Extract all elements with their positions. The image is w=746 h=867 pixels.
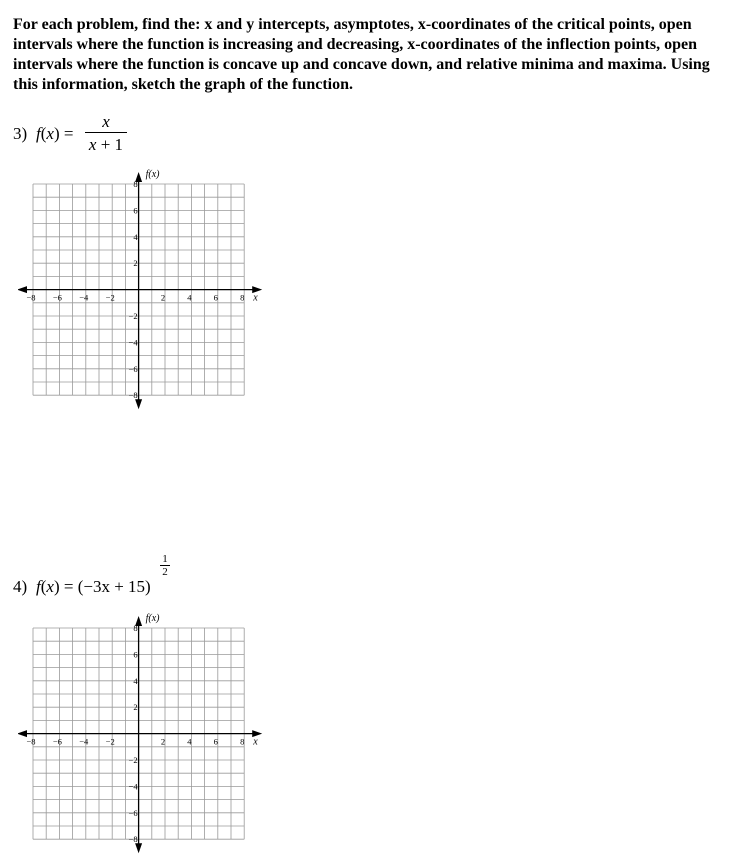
function-lhs: f(x) = (−3x + 15)	[36, 577, 151, 596]
y-axis-arrow-down	[135, 399, 142, 409]
y-axis-label: f(x)	[145, 613, 160, 624]
x-tick-label: −8	[26, 292, 36, 303]
x-tick-label: −4	[79, 736, 89, 747]
exponent-denominator: 2	[162, 566, 168, 578]
y-tick-label: 8	[133, 179, 138, 189]
y-tick-label: 6	[133, 649, 138, 660]
y-tick-label: −2	[128, 311, 138, 321]
y-tick-label: 6	[133, 205, 138, 216]
x-tick-label: −8	[26, 736, 36, 747]
x-axis-label: x	[253, 292, 258, 304]
function-base: (−3x + 15)	[77, 577, 151, 596]
x-tick-label: 4	[187, 292, 192, 303]
y-tick-label: −8	[128, 834, 138, 845]
y-tick-label: −6	[128, 807, 138, 818]
y-tick-label: 8	[133, 623, 138, 633]
x-tick-label: 8	[240, 292, 245, 303]
exponent-fraction	[160, 553, 170, 578]
problem-number: 3)	[13, 124, 28, 143]
y-tick-label: 2	[133, 702, 138, 713]
x-tick-label: −4	[79, 292, 89, 303]
instructions-text: For each problem, find the: x and y intercepts, asymptotes, x-coordinates of the critical points, open intervals where the function is increasing and decreasing, x-coordinates of the inflection points, open intervals where the function is concave up and concave down, and relative minima and maxima. Using this information, sketch the graph of the function.	[13, 16, 710, 93]
x-tick-label: 2	[160, 292, 166, 303]
x-tick-label: 2	[160, 736, 166, 747]
y-tick-label: 2	[133, 258, 138, 269]
x-tick-label: 4	[187, 736, 192, 747]
coordinate-grid-3[interactable]	[18, 168, 268, 413]
y-axis-arrow-down	[135, 843, 142, 853]
coordinate-grid-4[interactable]	[18, 612, 268, 857]
y-tick-label: 4	[133, 231, 138, 242]
x-tick-label: −6	[52, 292, 62, 303]
x-tick-label: −2	[105, 736, 115, 747]
exponent-numerator: 1	[162, 553, 168, 565]
x-tick-label: −6	[52, 736, 62, 747]
x-tick-label: −2	[105, 292, 115, 303]
x-tick-label: 6	[213, 736, 218, 747]
y-tick-label: −8	[128, 390, 138, 401]
problem-number: 4)	[13, 577, 28, 596]
x-tick-label: 8	[240, 736, 245, 747]
y-tick-label: −4	[128, 781, 138, 792]
y-tick-label: −2	[128, 755, 138, 765]
fraction-denominator: x + 1	[88, 135, 124, 154]
fraction	[83, 112, 129, 155]
y-axis-label: f(x)	[145, 169, 160, 180]
fraction-numerator: x	[102, 112, 110, 131]
function-lhs: f(x) =	[36, 124, 74, 143]
y-tick-label: −4	[128, 337, 138, 348]
y-tick-label: −6	[128, 363, 138, 374]
x-tick-label: 6	[213, 292, 218, 303]
y-tick-label: 4	[133, 675, 138, 686]
x-axis-label: x	[253, 736, 258, 748]
